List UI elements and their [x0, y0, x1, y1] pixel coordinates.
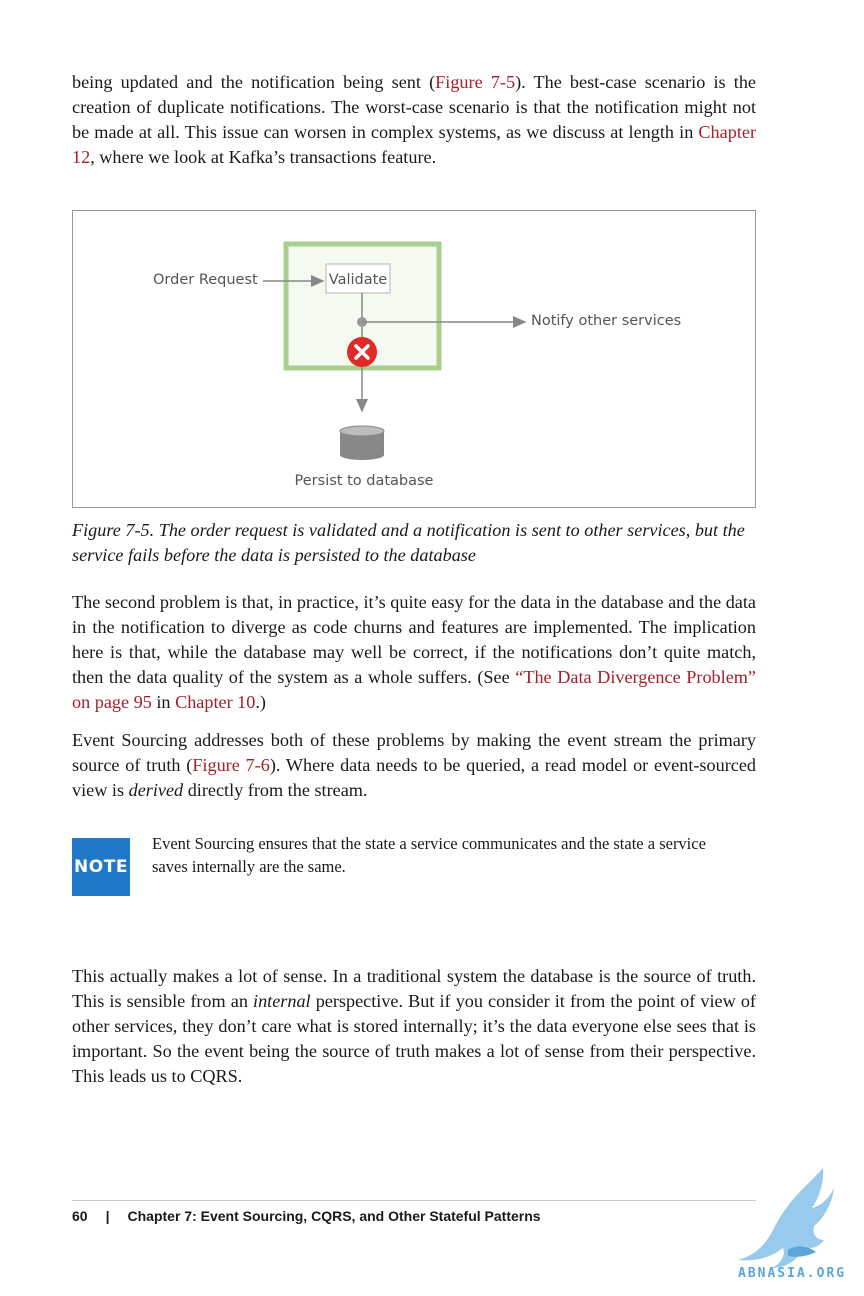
paragraph-event-sourcing: [72, 728, 756, 803]
paragraph-conclusion: [72, 964, 756, 1089]
text-run: This actually makes a lot of sense. In a traditional system the database is the source of truth. This is sensible from an: [72, 966, 756, 1011]
text-run: directly from the stream.: [183, 780, 368, 800]
text-run: ). Where data needs to be queried, a read model or event-sourced view is: [72, 755, 756, 800]
page-footer: [72, 1208, 541, 1224]
persist-label: Persist to database: [294, 473, 434, 489]
figure-caption: Figure 7-5. The order request is validated and a notification is sent to other services, but the service fails before the data is persisted to the database: [72, 520, 745, 565]
emphasis-text: derived: [128, 780, 184, 800]
text-run: The second problem is that, in practice, it’s quite easy for the data in the database and the data in the notification to diverge as code churns and features are implemented. The implication here is that, while the database may well be correct, if the notifications don’t quite match, then the data quality of the system as a whole suffers. (See: [72, 592, 756, 687]
chapter-title: Chapter 7: Event Sourcing, CQRS, and Other Stateful Patterns: [127, 1208, 541, 1224]
figure-7-5-link[interactable]: Figure 7-5: [435, 72, 516, 92]
footer-separator: |: [105, 1208, 110, 1224]
page-number: 60: [72, 1208, 88, 1224]
text-run: perspective. But if you consider it from the point of view of other services, they don’t care what is stored internally; it’s the data everyone else sees that is important. So the event being the source of truth makes a lot of sense from their perspective. This leads us to CQRS.: [72, 991, 756, 1086]
note-text: Event Sourcing ensures that the state a service communicates and the state a service saves internally are the same.: [152, 834, 706, 876]
text-run: .): [255, 692, 266, 712]
notify-label: Notify other services: [531, 313, 682, 329]
chapter-10-link[interactable]: Chapter 10: [175, 692, 256, 712]
figure-7-5: [72, 210, 756, 508]
note-icon: NOTE: [72, 838, 130, 896]
figure-diagram: [73, 211, 757, 509]
text-run: , where we look at Kafka’s transactions feature.: [90, 147, 437, 167]
emphasis-text: internal: [253, 991, 311, 1011]
data-divergence-link[interactable]: “The Data Divergence Problem” on page 95: [72, 667, 756, 712]
paragraph-intro: [72, 70, 756, 170]
validate-label: Validate: [328, 272, 388, 288]
text-run: in: [151, 692, 176, 712]
order-request-label: Order Request: [153, 272, 258, 288]
figure-7-6-link[interactable]: Figure 7-6: [192, 755, 270, 775]
text-run: Event Sourcing addresses both of these problems by making the event stream the primary source of truth (: [72, 730, 756, 775]
error-icon: [347, 337, 377, 367]
chapter-12-link[interactable]: Chapter 12: [72, 122, 756, 167]
watermark-text: ABNASIA.ORG: [738, 1266, 847, 1281]
paragraph-second-problem: [72, 590, 756, 715]
text-run: ). The best-case scenario is the creation of duplicate notifications. The worst-case scenario is that the notification might not be made at all. This issue can worsen in complex systems, as we discuss at length in: [72, 72, 756, 142]
text-run: being updated and the notification being sent (: [72, 72, 436, 92]
database-icon: [340, 426, 384, 460]
footer-divider: [72, 1200, 756, 1201]
